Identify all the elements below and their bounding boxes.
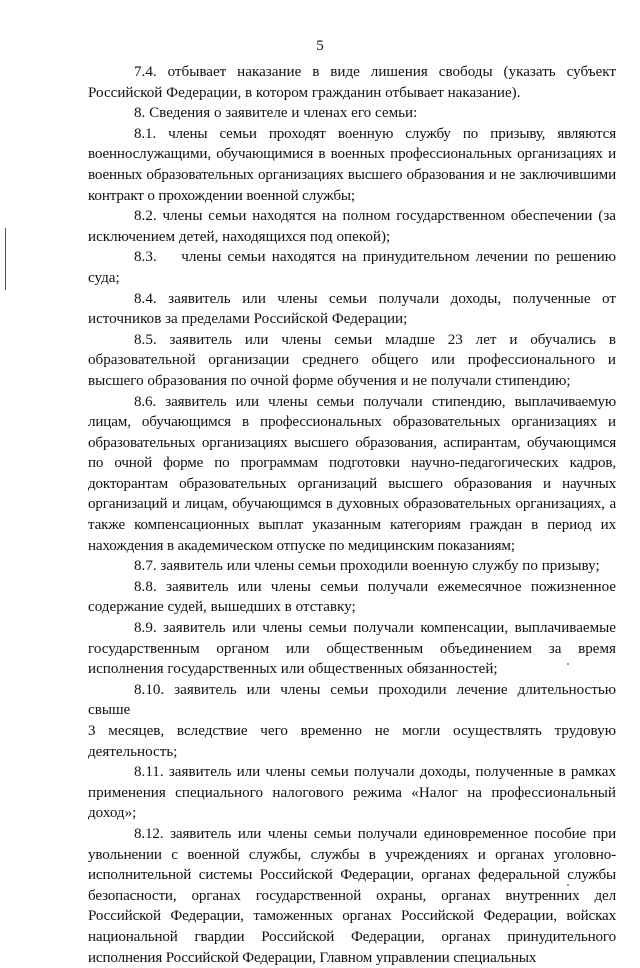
- paragraph-8-11: 8.11. заявитель или члены семьи получали доходы, полученные в рамках применения специального налогового режима «Налог на профессиональный доход»;: [88, 764, 616, 822]
- paragraph-8-2: 8.2. члены семьи находятся на полном государственном обеспечении (за исключением детей, находящихся под опекой);: [88, 208, 616, 245]
- paragraph-8-9: 8.9. заявитель или члены семьи получали компенсации, выплачиваемые государственным органом или общественным объединением за время исполнения государственных или общественных обязанностей;: [88, 620, 616, 678]
- paragraph-8-10: 8.10. заявитель или члены семьи проходили лечение длительностью свыше: [88, 681, 616, 719]
- document-body: [88, 62, 620, 968]
- paragraph-8-12: 8.12. заявитель или члены семьи получали единовременное пособие при увольнении с военной службы, службы в учреждениях и органах уголовно-исполнительной системы Российской Федерации, органах федеральной службы безопасности, органах государственной охраны, органах внутренних дел Российской Федерации, таможенных органах Российской Федерации, войсках национальной гвардии Российской Федерации, органах принудительного исполнения Российской Федерации, Главном управлении специальных: [88, 825, 616, 966]
- paragraph-8-4: 8.4. заявитель или члены семьи получали доходы, полученные от источников за пределами Российской Федерации;: [88, 290, 616, 328]
- scan-margin-mark: [5, 228, 6, 290]
- paragraph-8-5: 8.5. заявитель или члены семьи младше 23 лет и обучались в образовательной организации среднего общего или профессионального и высшего образования по очной форме обучения и не получали стипендию;: [88, 331, 616, 389]
- page-number: 5: [316, 38, 324, 54]
- paragraph-8-7: 8.7. заявитель или члены семьи проходили военную службу по призыву;: [134, 558, 600, 575]
- paragraph-8-10-continued: 3 месяцев, вследствие чего временно не могли осуществлять трудовую деятельность;: [88, 723, 616, 760]
- paragraph-8-6: 8.6. заявитель или члены семьи получали стипендию, выплачиваемую лицам, обучающимся в профессиональных образовательных организациях и образовательных организациях высшего образования, аспирантам, обучающимся по очной форме по программам подготовки научно-педагогических кадров, докторантам образовательных организаций высшего образования и научных организаций и лицам, обучающимся в духовных образовательных организациях, а также компенсационных выплат указанным категориям граждан в период их нахождения в академическом отпуске по медицинским показаниям;: [88, 393, 616, 554]
- paragraph-7-4: 7.4. отбывает наказание в виде лишения свободы (указать субъект Российской Федерации, в котором гражданин отбывает наказание).: [88, 64, 616, 101]
- paragraph-8-1: 8.1. члены семьи проходят военную службу по призыву, являются военнослужащими, обучающимися в военных профессиональных организациях и военных образовательных организациях высшего образования и не заключившими контракт о прохождении военной службы;: [88, 125, 616, 204]
- paragraph-8-8: 8.8. заявитель или члены семьи получали ежемесячное пожизненное содержание судей, вышедших в отставку;: [88, 578, 616, 616]
- paragraph-8: 8. Сведения о заявителе и членах его семьи:: [134, 105, 418, 122]
- paragraph-8-3: 8.3. члены семьи находятся на принудительном лечении по решению суда;: [88, 249, 620, 286]
